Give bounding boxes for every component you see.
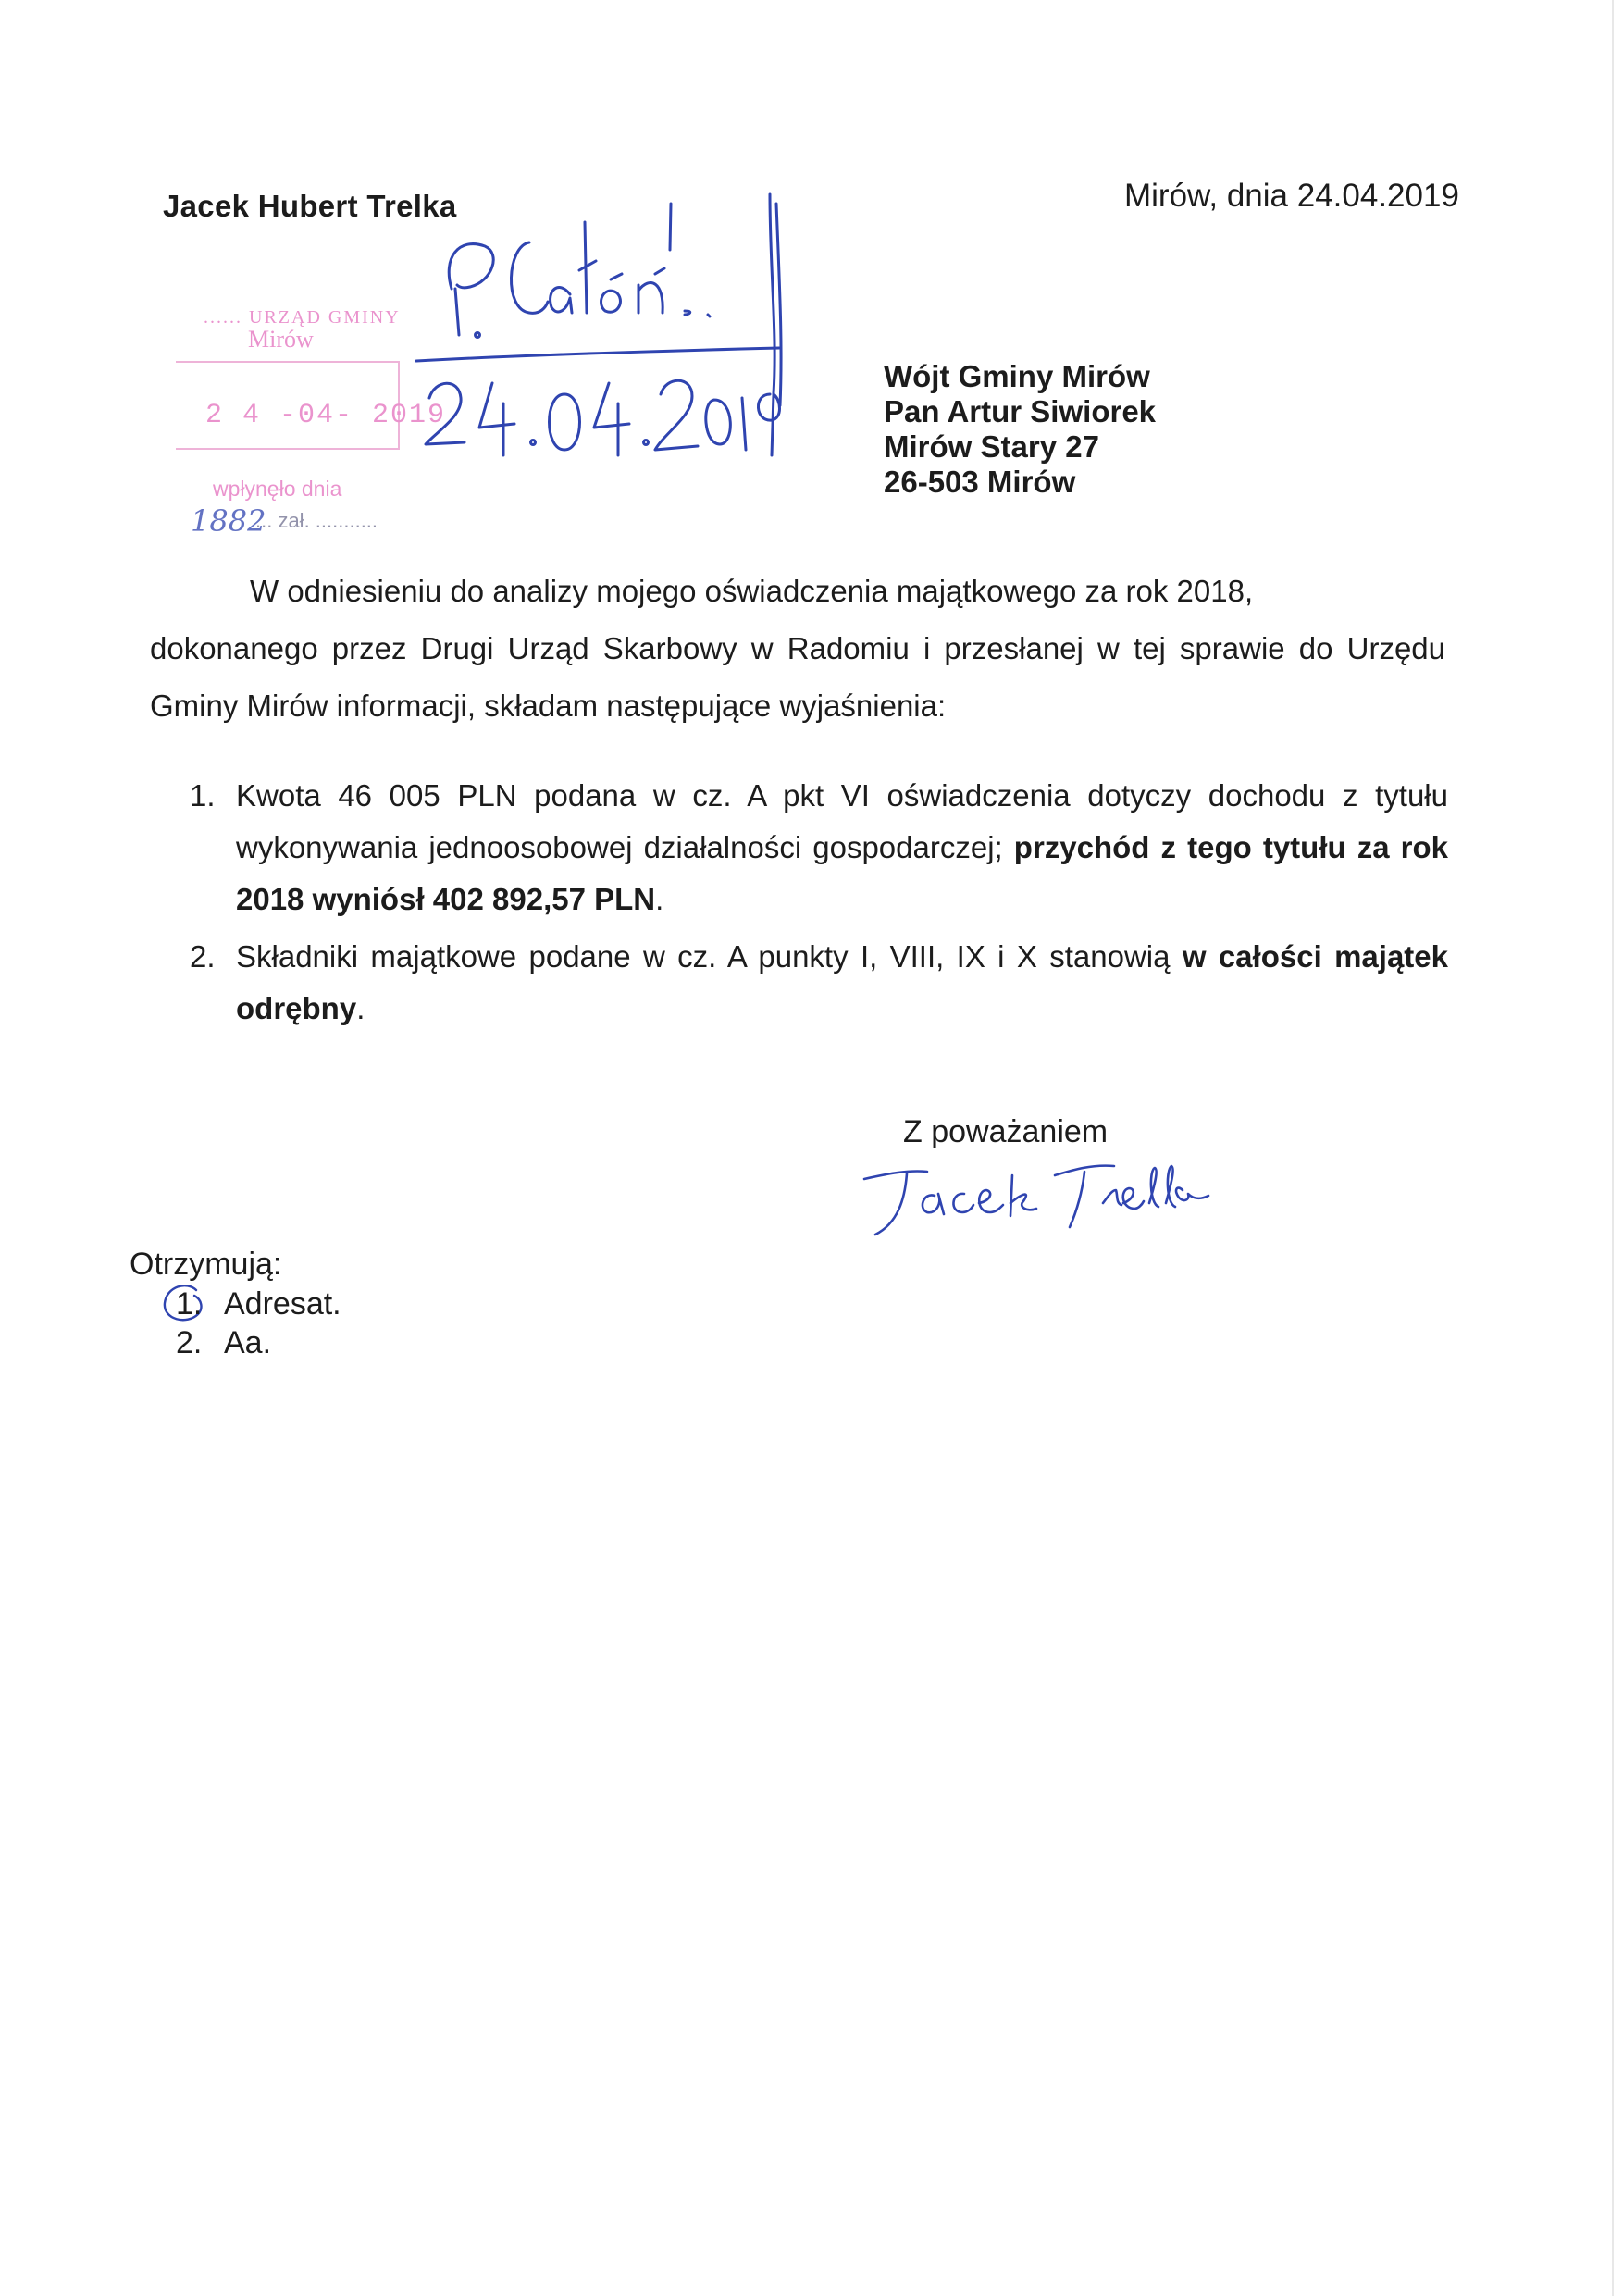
paragraph-first-line: W odniesieniu do analizy mojego oświadczenia majątkowego za rok 2018, — [250, 574, 1254, 608]
cc-item-label: Adresat. — [224, 1286, 341, 1322]
list-item — [190, 770, 1448, 925]
stamp-attachments: ... zał. ........... — [255, 509, 378, 532]
recipient-line: Pan Artur Siwiorek — [884, 394, 1157, 428]
recipient-line: Mirów Stary 27 — [884, 429, 1099, 464]
list-item-text: Kwota 46 005 PLN podana w cz. A pkt VI oświadczenia dotyczy dochodu z tytułu wykonywania jednoosobowej działalności gospodarczej; — [236, 778, 1448, 864]
handwritten-registration-note — [407, 185, 824, 490]
paragraph-rest: dokonanego przez Drugi Urząd Skarbowy w Radomiu i przesłanej w tej sprawie do Urzędu Gminy Mirów informacji, składam następujące wyjaśnienia: — [150, 631, 1445, 723]
sender-name: Jacek Hubert Trelka — [163, 189, 457, 223]
handwritten-signature — [861, 1138, 1212, 1249]
list-item-number: 1. — [190, 778, 216, 813]
cc-item — [167, 1285, 341, 1323]
recipient-line: Wójt Gminy Mirów — [884, 359, 1150, 393]
recipient-address — [884, 359, 1156, 500]
stamp-registration-number: 1882 — [191, 503, 266, 539]
stamp-date: 2 4 -04- 2019 — [205, 400, 447, 431]
list-item-end: . — [356, 991, 365, 1025]
cc-item-number: 2. — [176, 1325, 203, 1360]
cc-item — [167, 1323, 341, 1362]
list-item — [190, 931, 1448, 1035]
list-item-bold-text: w całości majątek odrębny — [236, 939, 1448, 1025]
introduction-paragraph — [150, 563, 1445, 735]
registry-stamp — [139, 287, 453, 537]
list-item-bold-text: przychód z tego tytułu za rok 2018 wyniósł 402 892,57 PLN — [236, 830, 1448, 916]
recipient-line: 26-503 Mirów — [884, 465, 1076, 499]
stamp-city: Mirów — [248, 326, 314, 353]
closing-phrase: Z poważaniem — [903, 1114, 1109, 1149]
list-item-number: 2. — [190, 939, 216, 974]
recipients-heading: Otrzymują: — [130, 1247, 282, 1282]
scan-edge — [1612, 0, 1614, 2296]
cc-item-label: Aa. — [224, 1325, 272, 1360]
list-item-text: Składniki majątkowe podane w cz. A punkty I, VIII, IX i X stanowią — [236, 939, 1183, 974]
stamp-received-label: wpłynęło dnia — [213, 477, 342, 501]
list-item-end: . — [655, 882, 664, 916]
cc-item-number: 1. — [176, 1286, 203, 1322]
stamp-office: ...... URZĄD GMINY — [204, 307, 401, 328]
recipients-list — [167, 1285, 341, 1362]
explanations-list — [190, 770, 1448, 1040]
place-and-date: Mirów, dnia 24.04.2019 — [1124, 178, 1459, 214]
